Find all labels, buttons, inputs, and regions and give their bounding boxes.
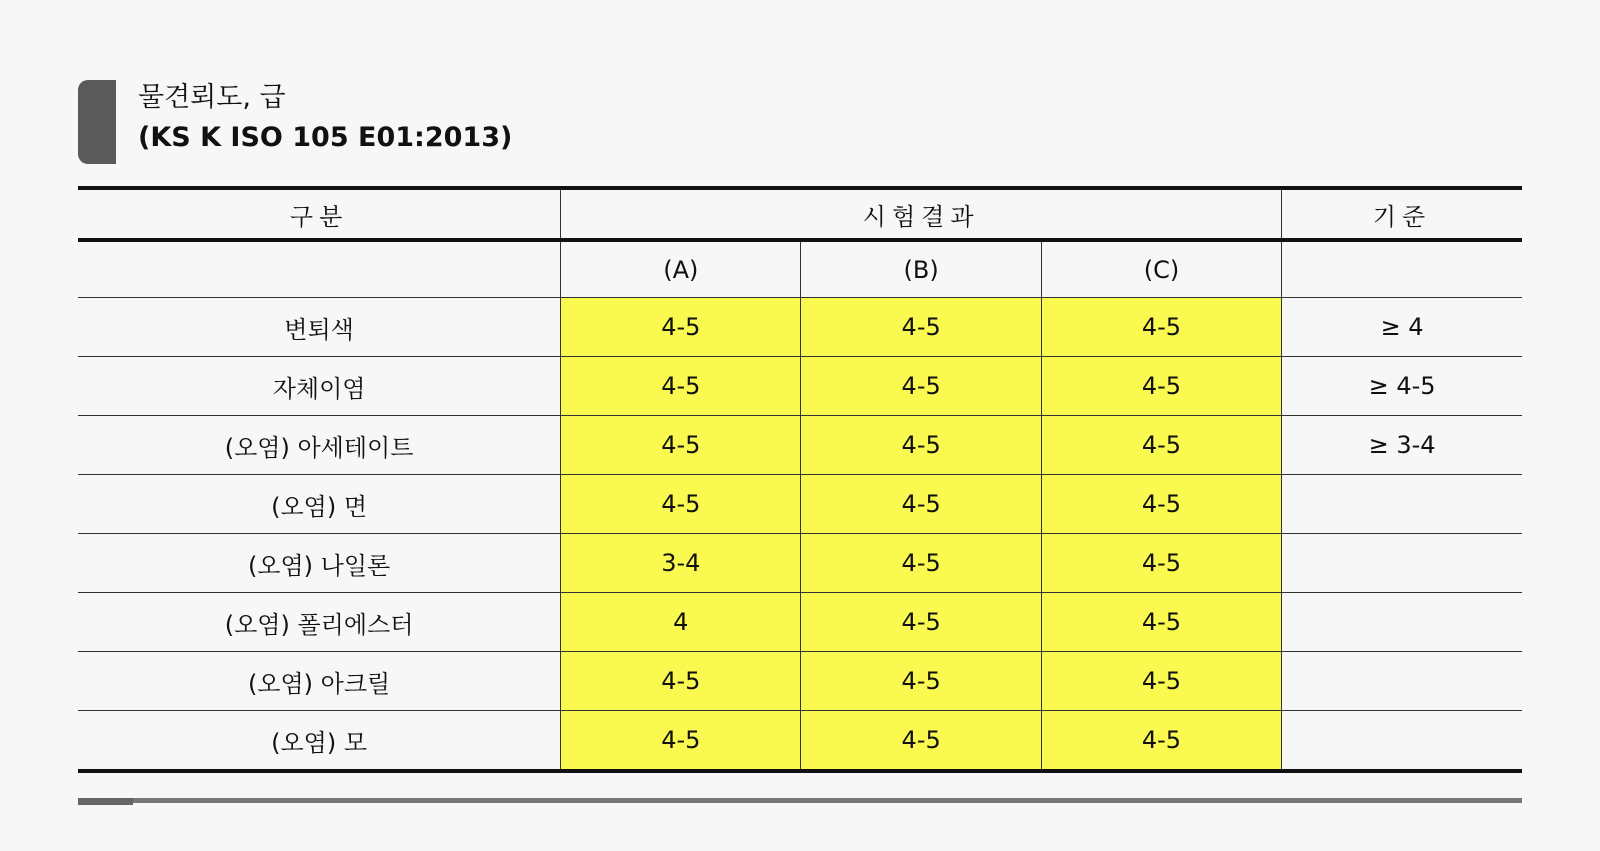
table-row xyxy=(78,711,1522,772)
cell-b: 4-5 xyxy=(801,416,1041,475)
cell-standard xyxy=(1282,711,1522,772)
title-marker xyxy=(78,80,116,164)
cell-c: 4-5 xyxy=(1041,357,1281,416)
table-row xyxy=(78,652,1522,711)
cell-standard: ≥ 4-5 xyxy=(1282,357,1522,416)
cell-a: 4-5 xyxy=(561,711,801,772)
cell-standard xyxy=(1282,475,1522,534)
row-label: (오염) 나일론 xyxy=(78,534,561,593)
cell-b: 4-5 xyxy=(801,298,1041,357)
cell-a: 4 xyxy=(561,593,801,652)
cell-c: 4-5 xyxy=(1041,416,1281,475)
cell-b: 4-5 xyxy=(801,593,1041,652)
footer-rule-accent xyxy=(78,798,133,805)
row-label: (오염) 모 xyxy=(78,711,561,772)
cell-standard xyxy=(1282,534,1522,593)
subheader-empty xyxy=(78,240,561,298)
cell-a: 4-5 xyxy=(561,652,801,711)
subheader-c: (C) xyxy=(1041,240,1281,298)
subheader-b: (B) xyxy=(801,240,1041,298)
table-subheader-row xyxy=(78,240,1522,298)
row-label: (오염) 폴리에스터 xyxy=(78,593,561,652)
cell-a: 4-5 xyxy=(561,416,801,475)
row-label: (오염) 아세테이트 xyxy=(78,416,561,475)
row-label: (오염) 아크릴 xyxy=(78,652,561,711)
cell-a: 3-4 xyxy=(561,534,801,593)
table-header-row xyxy=(78,188,1522,240)
cell-b: 4-5 xyxy=(801,534,1041,593)
subheader-standard-empty xyxy=(1282,240,1522,298)
cell-b: 4-5 xyxy=(801,652,1041,711)
cell-b: 4-5 xyxy=(801,475,1041,534)
cell-standard xyxy=(1282,593,1522,652)
table-row xyxy=(78,475,1522,534)
results-table xyxy=(78,186,1522,773)
cell-c: 4-5 xyxy=(1041,652,1281,711)
cell-c: 4-5 xyxy=(1041,298,1281,357)
cell-a: 4-5 xyxy=(561,357,801,416)
header-category: 구분 xyxy=(78,188,561,240)
row-label: 자체이염 xyxy=(78,357,561,416)
title-standard-code: (KS K ISO 105 E01:2013) xyxy=(138,122,513,153)
table-row xyxy=(78,298,1522,357)
cell-b: 4-5 xyxy=(801,357,1041,416)
cell-c: 4-5 xyxy=(1041,534,1281,593)
cell-a: 4-5 xyxy=(561,298,801,357)
cell-c: 4-5 xyxy=(1041,475,1281,534)
cell-b: 4-5 xyxy=(801,711,1041,772)
cell-c: 4-5 xyxy=(1041,711,1281,772)
title-text: 물견뢰도, 급 xyxy=(138,82,286,113)
footer-rule xyxy=(78,798,1522,803)
table-row xyxy=(78,534,1522,593)
row-label: (오염) 면 xyxy=(78,475,561,534)
table-row xyxy=(78,357,1522,416)
cell-standard xyxy=(1282,652,1522,711)
cell-c: 4-5 xyxy=(1041,593,1281,652)
cell-a: 4-5 xyxy=(561,475,801,534)
row-label: 변퇴색 xyxy=(78,298,561,357)
table-row xyxy=(78,416,1522,475)
subheader-a: (A) xyxy=(561,240,801,298)
cell-standard: ≥ 4 xyxy=(1282,298,1522,357)
cell-standard: ≥ 3-4 xyxy=(1282,416,1522,475)
table-row xyxy=(78,593,1522,652)
header-results: 시험결과 xyxy=(561,188,1282,240)
header-standard: 기준 xyxy=(1282,188,1522,240)
